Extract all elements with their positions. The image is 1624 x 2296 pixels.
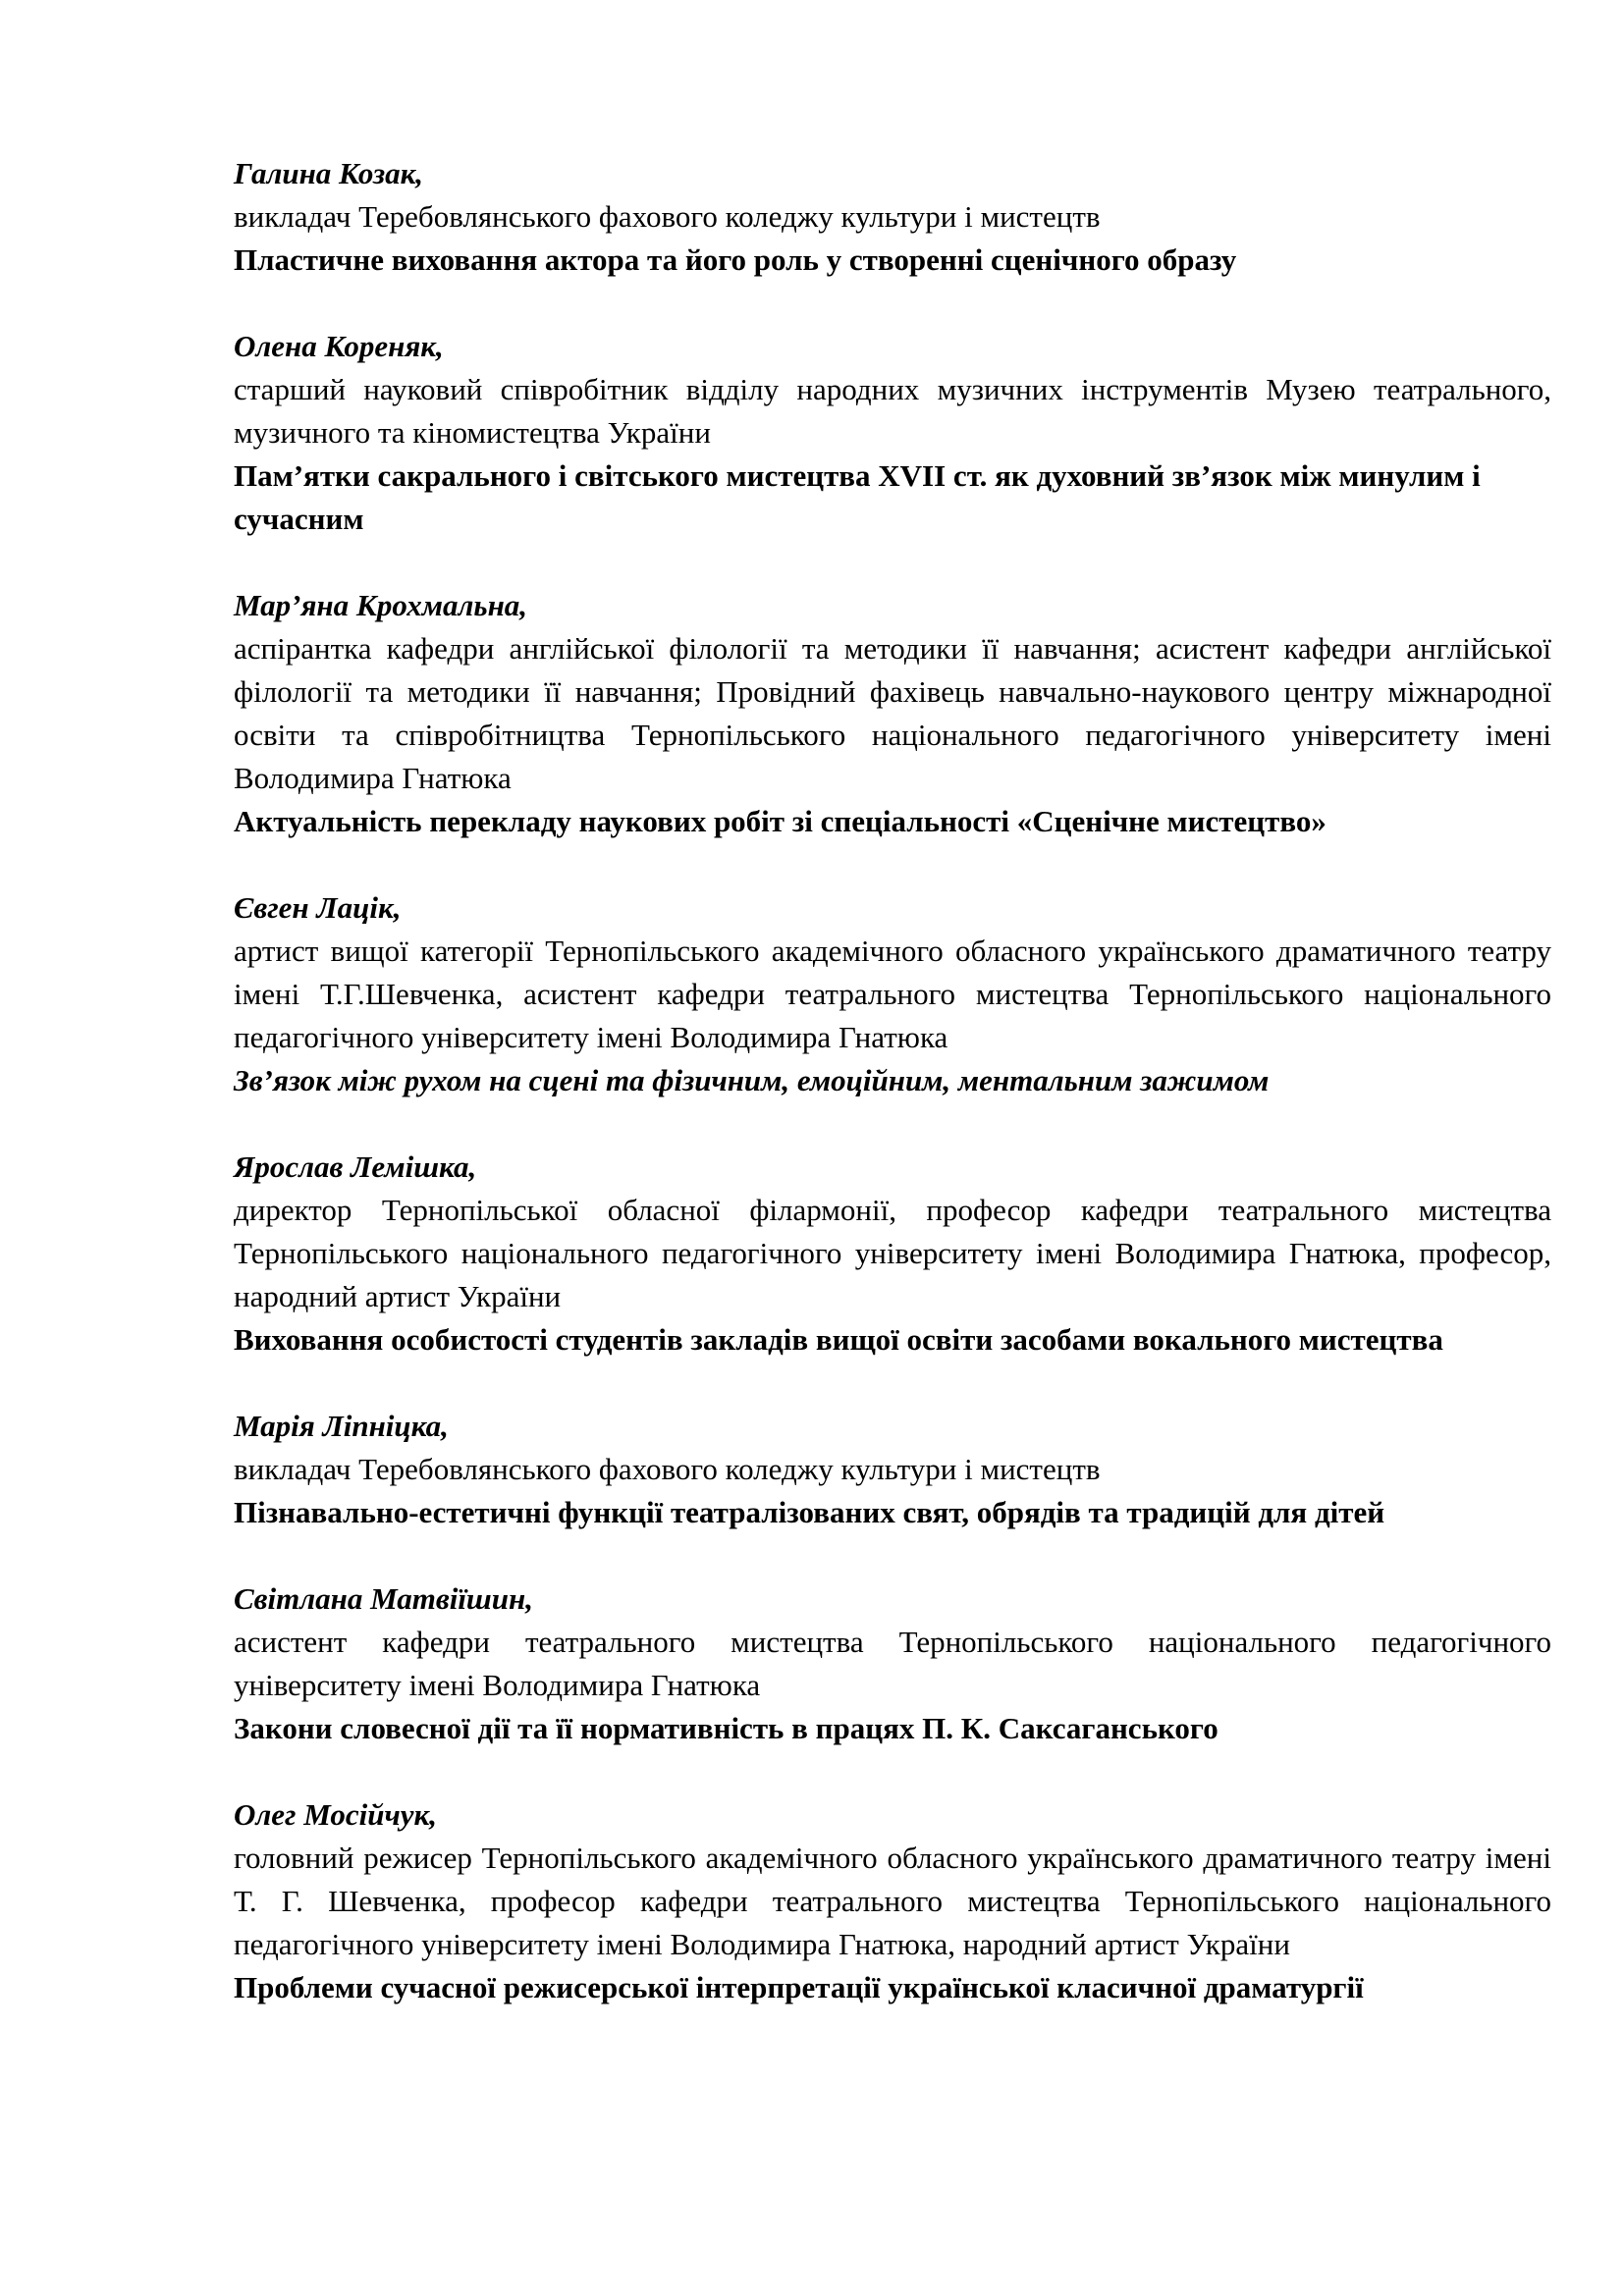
document-page bbox=[234, 152, 1551, 2009]
speaker-affiliation: старший науковий співробітник відділу народних музичних інструментів Музею театрального, музичного та кіномистецтва України bbox=[234, 372, 1551, 450]
speaker-name: Євген Лацік, bbox=[234, 890, 402, 925]
speaker-affiliation: аспірантка кафедри англійської філології та методики її навчання; асистент кафедри англійської філології та методики її навчання; Провідний фахівець навчально-наукового центру міжнародної освіти та співробітництва Тернопільського національного педагогічного університету імені Володимира Гнатюка bbox=[234, 631, 1551, 795]
speaker-name: Олег Мосійчук, bbox=[234, 1797, 437, 1832]
speaker-affiliation: артист вищої категорії Тернопільського академічного обласного українського драматичного театру імені Т.Г.Шевченка, асистент кафедри театрального мистецтва Тернопільського національного педагогічного університету імені Володимира Гнатюка bbox=[234, 934, 1551, 1054]
speaker-affiliation: викладач Теребовлянського фахового коледжу культури і мистецтв bbox=[234, 199, 1101, 234]
speaker-name: Мар’яна Крохмальна, bbox=[234, 588, 528, 622]
speaker-name: Марія Ліпніцка, bbox=[234, 1409, 449, 1443]
speaker-entry-mosiichuk bbox=[234, 1793, 1551, 2009]
speaker-entry-kozak bbox=[234, 152, 1551, 282]
speaker-name: Олена Кореняк, bbox=[234, 329, 444, 363]
talk-topic: Проблеми сучасної режисерської інтерпретації української класичної драматургії bbox=[234, 1970, 1364, 2004]
speaker-entry-lipnitska bbox=[234, 1405, 1551, 1534]
speaker-entry-krokhmalna bbox=[234, 584, 1551, 843]
talk-topic: Пластичне виховання актора та його роль у створенні сценічного образу bbox=[234, 242, 1237, 277]
speaker-affiliation: головний режисер Тернопільського академічного обласного українського драматичного театру імені Т. Г. Шевченка, професор кафедри театрального мистецтва Тернопільського національного педагогічного університету імені Володимира Гнатюка, народний артист України bbox=[234, 1841, 1551, 1961]
speaker-entry-koreniak bbox=[234, 325, 1551, 541]
speaker-entry-matviishyn bbox=[234, 1577, 1551, 1750]
talk-topic: Пам’ятки сакрального і світського мистецтва XVII ст. як духовний зв’язок між минулим і сучасним bbox=[234, 458, 1481, 536]
speaker-affiliation: директор Тернопільської обласної філармонії, професор кафедри театрального мистецтва Тернопільського національного педагогічного університету імені Володимира Гнатюка, професор, народний артист України bbox=[234, 1193, 1551, 1313]
speaker-entry-latsik bbox=[234, 886, 1551, 1102]
talk-topic: Виховання особистості студентів закладів вищої освіти засобами вокального мистецтва bbox=[234, 1322, 1443, 1357]
talk-topic: Зв’язок між рухом на сцені та фізичним, емоційним, ментальним зажимом bbox=[234, 1063, 1270, 1097]
talk-topic: Закони словесної дії та її нормативність в працях П. К. Саксаганського bbox=[234, 1711, 1218, 1745]
speaker-name: Галина Козак, bbox=[234, 156, 424, 190]
speaker-affiliation: викладач Теребовлянського фахового коледжу культури і мистецтв bbox=[234, 1452, 1101, 1486]
speaker-name: Світлана Матвіїшин, bbox=[234, 1581, 533, 1616]
talk-topic: Пізнавально-естетичні функції театралізованих свят, обрядів та традицій для дітей bbox=[234, 1495, 1385, 1529]
speaker-name: Ярослав Лемішка, bbox=[234, 1149, 477, 1184]
speaker-entry-lemishka bbox=[234, 1146, 1551, 1362]
talk-topic: Актуальність перекладу наукових робіт зі спеціальності «Сценічне мистецтво» bbox=[234, 804, 1326, 838]
speaker-affiliation: асистент кафедри театрального мистецтва Тернопільського національного педагогічного університету імені Володимира Гнатюка bbox=[234, 1625, 1551, 1702]
